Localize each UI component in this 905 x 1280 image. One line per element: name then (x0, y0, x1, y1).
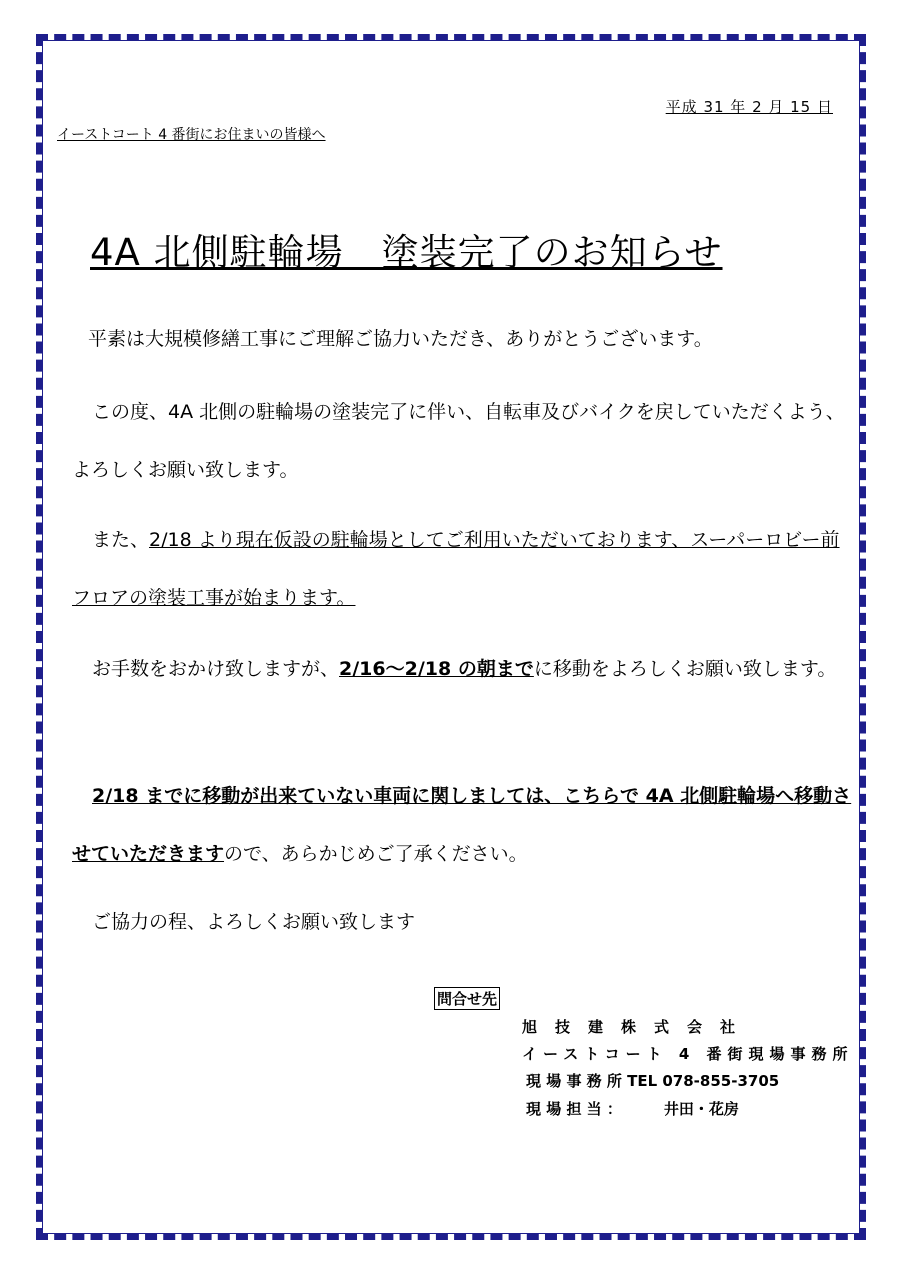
recipient-line: イーストコート 4 番街にお住まいの皆様へ (57, 127, 326, 143)
next-work-schedule: 2/18 より現在仮設の駐輪場としてご利用いただいております、スーパーロビー前フロアの塗装工事が始まります。 (72, 529, 840, 609)
paragraph-next-work (72, 511, 852, 627)
notice-date: 平成 31 年 2 月 15 日 (665, 98, 833, 116)
contact-tel: 現 場 事 務 所 TEL 078-855-3705 (526, 1072, 780, 1090)
paragraph-next-work-lead: また、 (92, 529, 150, 551)
relocation-warning-tail: ので、あらかじめご了承ください。 (224, 843, 528, 865)
notice-title: 4A 北側駐輪場 塗装完了のお知らせ (90, 231, 723, 274)
move-request-tail: に移動をよろしくお願い致します。 (533, 658, 837, 680)
paragraph-completion: この度、4A 北側の駐輪場の塗装完了に伴い、自転車及びバイクを戻していただくよう、よろしくお願い致します。 (72, 401, 845, 481)
relocation-warning-emphasis: 2/18 までに移動が出来ていない車両に関しましては、こちらで 4A 北側駐輪場へ移動させていただきます (72, 785, 852, 865)
paragraph-closing: ご協力の程、よろしくお願い致します (92, 911, 416, 933)
paragraph-move-request (72, 640, 852, 698)
contact-company: 旭技建株式会社 (522, 1018, 754, 1036)
paragraph-greeting: 平素は大規模修繕工事にご理解ご協力いただき、ありがとうございます。 (88, 328, 713, 350)
contact-staff-label: 現 場 担 当 ： (526, 1100, 622, 1118)
move-deadline: 2/16～2/18 の朝まで (339, 658, 534, 680)
contact-office: イーストコート 4 番街現場事務所 (522, 1045, 854, 1063)
move-request-lead: お手数をおかけ致しますが、 (92, 658, 340, 680)
contact-staff (526, 1098, 739, 1119)
paragraph-relocation-warning (72, 767, 852, 883)
contact-label: 問合せ先 (434, 987, 500, 1010)
contact-staff-names: 井田・花房 (663, 1100, 739, 1118)
